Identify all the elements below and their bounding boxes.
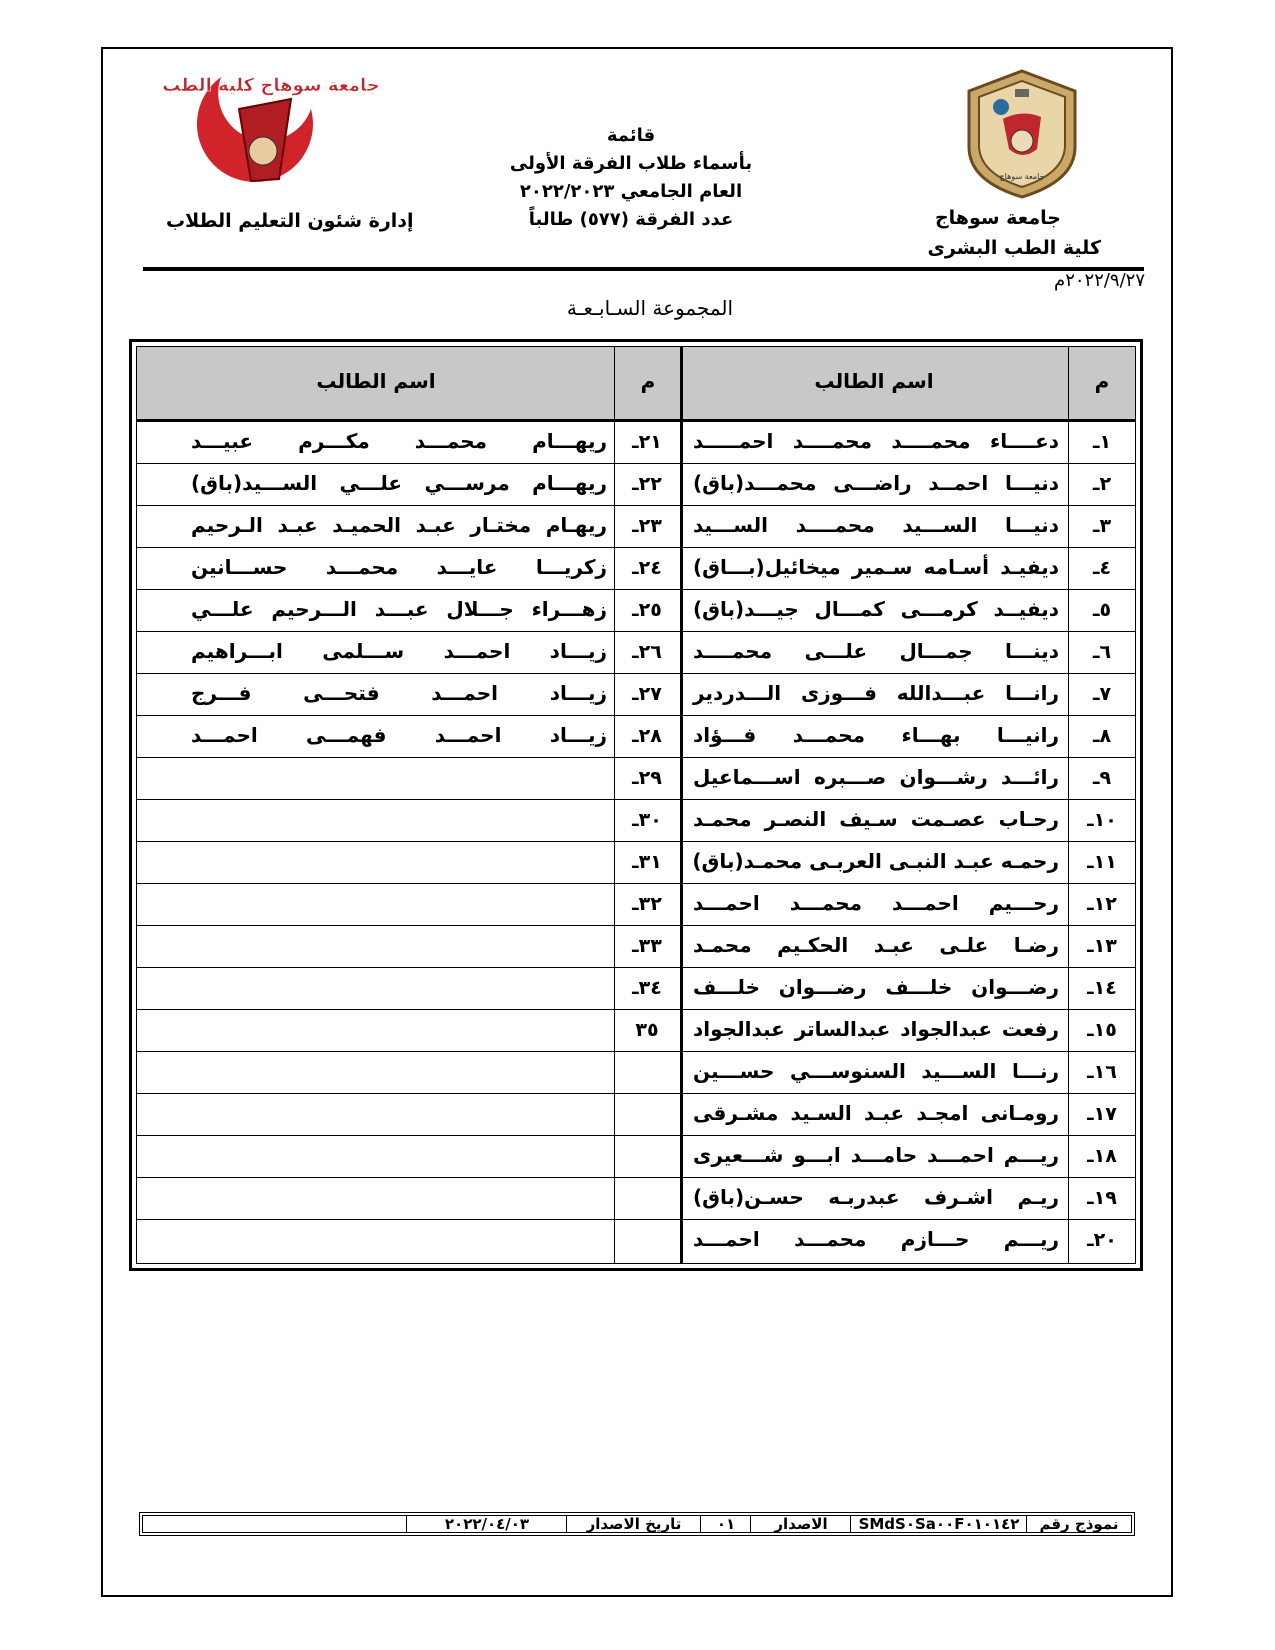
row-number-right: ٨ـ xyxy=(1092,725,1112,747)
issue-date-label: تاريخ الاصدار xyxy=(566,1516,701,1532)
row-number-right: ١١ـ xyxy=(1087,851,1117,873)
form-label: نموذج رقم xyxy=(1026,1516,1131,1532)
row-number-right: ٢٠ـ xyxy=(1087,1229,1117,1251)
student-name-left: زيـــاد احمـــد فهمـــى احمـــد xyxy=(191,723,607,747)
row-number-left: ٣٢ـ xyxy=(632,893,662,915)
column-divider xyxy=(680,347,683,1263)
student-name-right: دينـــا جمـــال علـــى محمــــد xyxy=(693,639,1059,663)
student-name-right: رحـاب عصـمت سـيف النصـر محمـد xyxy=(693,807,1059,831)
student-name-right: رانـــا عبـــدالله فـــوزى الـــدردير xyxy=(693,681,1059,705)
student-name-right: ديفيــد كرمـــى كمـــال جيـــد(باق) xyxy=(693,597,1059,621)
table-row xyxy=(137,1178,1135,1220)
title-line: العام الجامعي ٢٠٢٢/٢٠٢٣ xyxy=(519,181,743,202)
student-name-right: رحـــيم احمـــد محمـــد احمـــد xyxy=(693,891,1059,915)
header-name-left: اسم الطالب xyxy=(316,369,436,393)
student-name-right: رانيـــا بهـــاء محمـــد فـــؤاد xyxy=(693,723,1059,747)
row-number-right: ٧ـ xyxy=(1092,683,1112,705)
row-number-right: ١٦ـ xyxy=(1087,1061,1117,1083)
students-table xyxy=(129,339,1143,1271)
row-number-right: ١٩ـ xyxy=(1087,1187,1117,1209)
row-number-right: ٦ـ xyxy=(1092,641,1112,663)
row-number-right: ٥ـ xyxy=(1092,599,1112,621)
table-row xyxy=(137,758,1135,800)
column-divider xyxy=(614,347,615,1263)
table-row xyxy=(137,1052,1135,1094)
form-code: SMdS٠Sa٠٠F٠١٠١٤٢ xyxy=(850,1516,1027,1532)
form-footer xyxy=(139,1512,1135,1536)
students-table-inner xyxy=(136,346,1136,1264)
document-header xyxy=(101,47,1169,277)
document-date: ٢٠٢٢/٩/٢٧م xyxy=(1054,270,1145,291)
table-row xyxy=(137,590,1135,632)
university-seal-logo xyxy=(963,69,1081,199)
student-name-right: رنـــا الســـيد السنوســـي حســـين xyxy=(693,1059,1059,1083)
table-row xyxy=(137,422,1135,464)
row-number-left: ٣٥ xyxy=(635,1019,659,1041)
table-row xyxy=(137,1010,1135,1052)
table-row xyxy=(137,1220,1135,1262)
student-name-right: رفعت عبدالجواد عبدالساتر عبدالجواد xyxy=(693,1017,1059,1041)
student-name-right: ديفيـد أسـامه سـمير ميخائيل(بـــاق) xyxy=(693,555,1059,579)
form-footer-inner xyxy=(142,1515,1132,1533)
table-row xyxy=(137,800,1135,842)
table-header xyxy=(137,347,1135,422)
student-name-left: ريهـــام مرســـي علـــي الســـيد(باق) xyxy=(191,471,607,495)
student-name-right: رضـــوان خلـــف رضـــوان خلـــف xyxy=(693,975,1059,999)
row-number-left: ٢٩ـ xyxy=(632,767,662,789)
row-number-left: ٣٠ـ xyxy=(632,809,662,831)
title-line: قائمة xyxy=(606,125,656,146)
row-number-right: ١٨ـ xyxy=(1087,1145,1117,1167)
row-number-left: ٢٢ـ xyxy=(632,473,662,495)
student-name-left: ريهـام مختـار عبـد الحميـد عبـد الـرحيم xyxy=(191,513,607,537)
row-number-left: ٢٨ـ xyxy=(632,725,662,747)
student-name-left: زيـــاد احمـــد فتحـــى فـــرج xyxy=(191,681,607,705)
table-row xyxy=(137,506,1135,548)
table-row xyxy=(137,674,1135,716)
row-number-left: ٢٧ـ xyxy=(632,683,662,705)
edition-label: الاصدار xyxy=(750,1516,851,1532)
issue-date-value: ٢٠٢٢/٠٤/٠٣ xyxy=(406,1516,567,1532)
row-number-right: ١٠ـ xyxy=(1087,809,1117,831)
header-num-left: م xyxy=(640,369,656,393)
row-number-right: ٩ـ xyxy=(1092,767,1112,789)
department-name: إدارة شئون التعليم الطلاب xyxy=(166,210,414,232)
faculty-logo xyxy=(151,69,380,199)
student-name-right: ريـم اشـرف عبدربـه حسـن(باق) xyxy=(693,1185,1059,1209)
row-number-left: ٣٤ـ xyxy=(632,977,662,999)
table-row xyxy=(137,842,1135,884)
student-name-right: رحمـه عبـد النبـى العربـى محمـد(باق) xyxy=(692,849,1059,873)
student-name-right: ريـــم احمـــد حامـــد ابـــو شـــعيرى xyxy=(693,1143,1059,1167)
row-number-left: ٢٣ـ xyxy=(632,515,662,537)
student-name-left: زهـــراء جـــلال عبـــد الـــرحيم علـــي xyxy=(191,597,607,621)
student-name-right: ريـــم حـــازم محمـــد احمـــد xyxy=(693,1227,1059,1251)
table-row xyxy=(137,1094,1135,1136)
student-name-right: دعــــاء محمــــد محمــــد احمـــــد xyxy=(693,429,1059,453)
row-number-left: ٢٥ـ xyxy=(632,599,662,621)
table-row xyxy=(137,1136,1135,1178)
student-name-left: زيـــاد احمـــد ســـلمى ابـــراهيم xyxy=(191,639,607,663)
header-name-right: اسم الطالب xyxy=(814,369,934,393)
row-number-right: ١ـ xyxy=(1092,431,1112,453)
header-divider xyxy=(143,267,1144,271)
table-row xyxy=(137,548,1135,590)
student-name-left: ريهـــام محمـــد مكـــرم عبيـــد xyxy=(191,429,607,453)
table-row xyxy=(137,884,1135,926)
student-name-right: دنيـــا الســـيد محمــــد الســـيد xyxy=(693,513,1059,537)
row-number-left: ٢١ـ xyxy=(632,431,662,453)
student-name-left: زكريـــا عايـــد محمـــد حســـانين xyxy=(191,555,607,579)
logo-text: جامعة سوهاج كلية الطب xyxy=(162,75,380,96)
title-line: بأسماء طلاب الفرقة الأولى xyxy=(509,153,753,174)
student-name-right: رومـانى امجـد عبـد السـيد مشـرقى xyxy=(693,1101,1059,1125)
group-title: المجموعة السـابـعـة xyxy=(566,296,734,320)
row-number-right: ١٥ـ xyxy=(1087,1019,1117,1041)
seal-caption: جامعة سوهاج xyxy=(999,172,1045,181)
document-title xyxy=(461,122,801,234)
student-name-right: دنيـــا احمــد راضـــى محمـــد(باق) xyxy=(693,471,1059,495)
row-number-right: ١٣ـ xyxy=(1087,935,1117,957)
edition-value: ٠١ xyxy=(700,1516,751,1532)
row-number-right: ٢ـ xyxy=(1092,473,1112,495)
header-num-right: م xyxy=(1094,369,1110,393)
row-number-left: ٣١ـ xyxy=(632,851,662,873)
row-number-right: ١٧ـ xyxy=(1087,1103,1117,1125)
row-number-left: ٢٦ـ xyxy=(632,641,662,663)
table-row xyxy=(137,632,1135,674)
row-number-right: ٤ـ xyxy=(1092,557,1112,579)
student-name-right: رائـــد رشـــوان صـــبره اســـماعيل xyxy=(693,765,1059,789)
student-name-right: رضـا علـى عبـد الحكـيم محمـد xyxy=(693,933,1059,957)
row-number-right: ١٢ـ xyxy=(1087,893,1117,915)
title-line: عدد الفرقة (٥٧٧) طالباً xyxy=(528,209,734,230)
column-divider xyxy=(1068,347,1069,1263)
faculty-name: كلية الطب البشرى xyxy=(927,237,1101,259)
table-row xyxy=(137,464,1135,506)
row-number-right: ١٤ـ xyxy=(1087,977,1117,999)
table-row xyxy=(137,968,1135,1010)
table-row xyxy=(137,716,1135,758)
university-name: جامعة سوهاج xyxy=(934,207,1061,229)
row-number-left: ٢٤ـ xyxy=(632,557,662,579)
row-number-right: ٣ـ xyxy=(1092,515,1112,537)
table-row xyxy=(137,926,1135,968)
row-number-left: ٣٣ـ xyxy=(632,935,662,957)
